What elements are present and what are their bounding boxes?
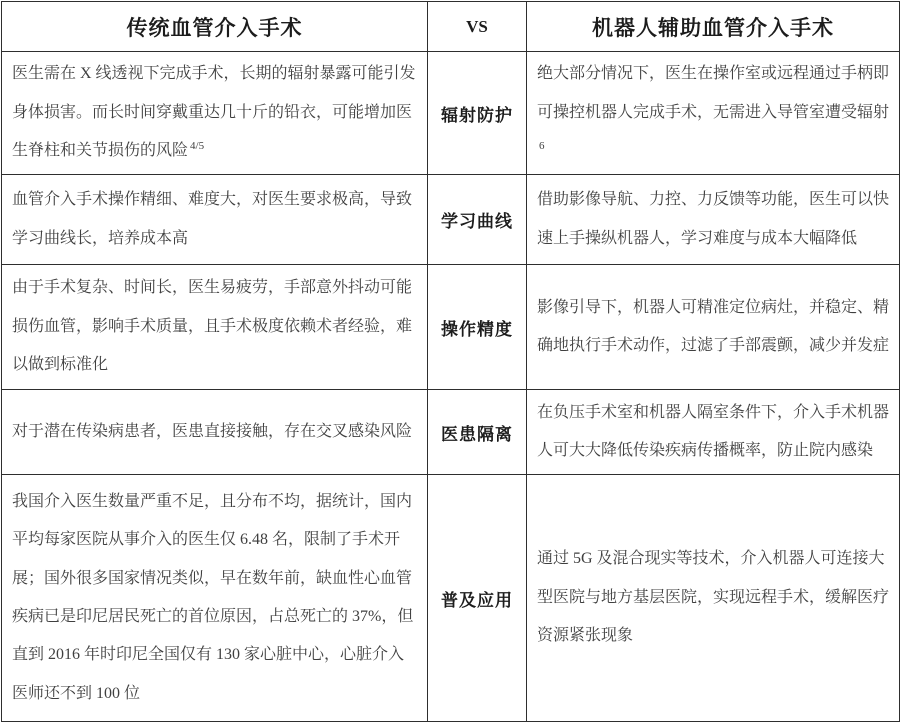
footnote-superscript: 4/5 — [190, 139, 205, 152]
header-vs: VS — [428, 2, 527, 52]
category-cell: 学习曲线 — [428, 175, 527, 265]
comparison-table — [1, 1, 900, 722]
robotic-text: 借助影像导航、力控、力反馈等功能，医生可以快速上手操纵机器人，学习难度与成本大幅降低 — [537, 191, 890, 247]
traditional-text: 由于手术复杂、时间长，医生易疲劳，手部意外抖动可能损伤血管，影响手术质量，且手术极度依赖术者经验，难以做到标准化 — [12, 279, 413, 374]
traditional-cell — [2, 175, 428, 265]
header-traditional: 传统血管介入手术 — [2, 2, 428, 52]
traditional-cell — [2, 390, 428, 475]
table-row-precision — [2, 265, 900, 390]
table-row-isolation — [2, 390, 900, 475]
traditional-text: 血管介入手术操作精细、难度大，对医生要求极高，导致学习曲线长，培养成本高 — [12, 191, 413, 247]
robotic-cell — [527, 265, 900, 390]
footnote-superscript: 6 — [539, 139, 545, 152]
category-cell: 操作精度 — [428, 265, 527, 390]
header-robotic: 机器人辅助血管介入手术 — [527, 2, 900, 52]
robotic-cell — [527, 390, 900, 475]
traditional-cell — [2, 52, 428, 175]
robotic-text: 在负压手术室和机器人隔室条件下，介入手术机器人可大大降低传染疾病传播概率，防止院内感染 — [537, 403, 890, 459]
robotic-cell — [527, 52, 900, 175]
robotic-cell — [527, 175, 900, 265]
category-cell: 医患隔离 — [428, 390, 527, 475]
header-row — [2, 2, 900, 52]
robotic-text: 通过 5G 及混合现实等技术，介入机器人可连接大型医院与地方基层医院，实现远程手术，缓解医疗资源紧张现象 — [537, 550, 890, 645]
table-row-adoption — [2, 475, 900, 722]
robotic-text: 绝大部分情况下，医生在操作室或远程通过手柄即可操控机器人完成手术，无需进入导管室遭受辐射 — [537, 65, 890, 121]
table-row-radiation — [2, 52, 900, 175]
traditional-cell — [2, 265, 428, 390]
robotic-cell — [527, 475, 900, 722]
traditional-text: 我国介入医生数量严重不足，且分布不均，据统计，国内平均每家医院从事介入的医生仅 6.48 名，限制了手术开展；国外很多国家情况类似，早在数年前，缺血性心血管疾病已是印尼居民死亡的首位原因，占总死亡的 37%，但直到 2016 年时印尼全国仅有 130 家心脏中心，心脏介入医师还不到 100 位 — [12, 492, 414, 702]
category-cell: 辐射防护 — [428, 52, 527, 175]
traditional-text: 对于潜在传染病患者，医患直接接触，存在交叉感染风险 — [12, 422, 413, 440]
robotic-text: 影像引导下，机器人可精准定位病灶，并稳定、精确地执行手术动作，过滤了手部震颤，减少并发症 — [537, 298, 890, 354]
traditional-text: 医生需在 X 线透视下完成手术，长期的辐射暴露可能引发身体损害。而长时间穿戴重达几十斤的铅衣，可能增加医生脊柱和关节损伤的风险 — [12, 65, 416, 160]
category-cell: 普及应用 — [428, 475, 527, 722]
table-row-learning-curve — [2, 175, 900, 265]
traditional-cell — [2, 475, 428, 722]
